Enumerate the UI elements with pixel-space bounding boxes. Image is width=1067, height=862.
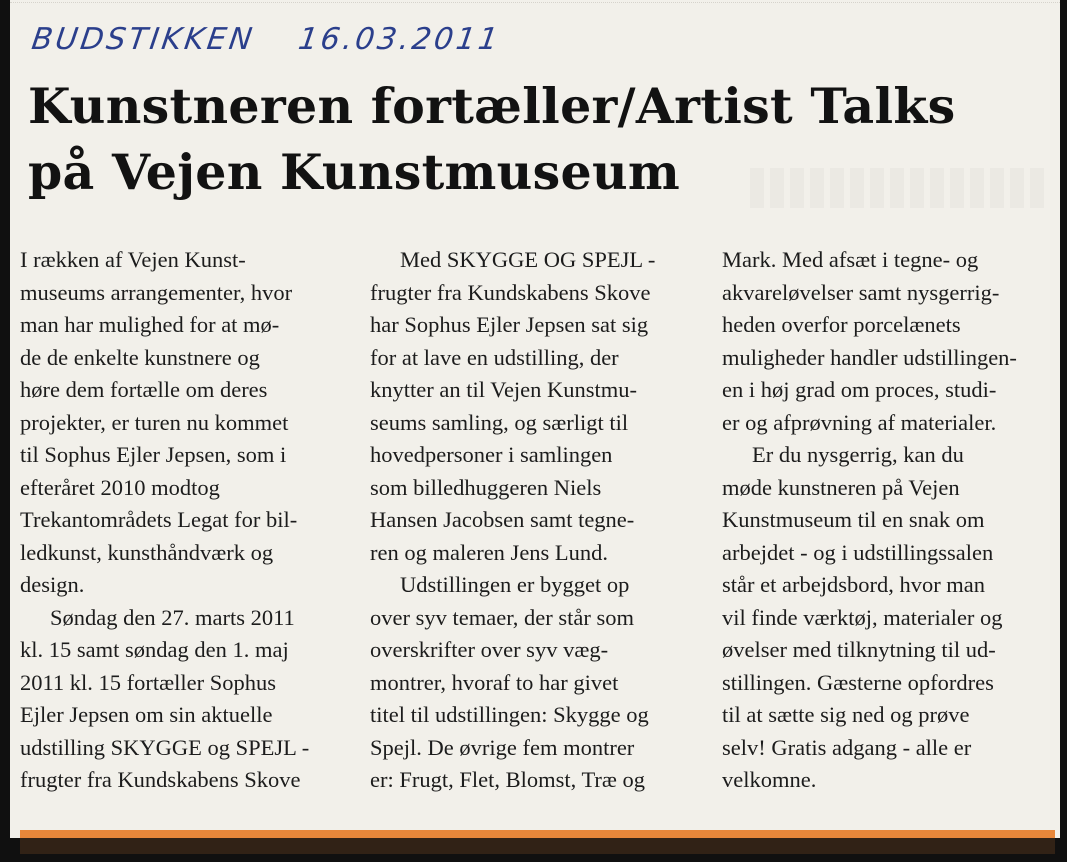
text-line: til at sætte sig ned og prøve	[722, 702, 970, 727]
text-line: ledkunst, kunsthåndværk og	[20, 539, 274, 565]
text-line: frugter fra Kundskabens Skove	[370, 279, 651, 305]
text-line: man har mulighed for at mø-	[20, 312, 280, 337]
text-line: Er du nysgerrig, kan du	[752, 442, 964, 467]
text-line: hovedpersoner i samlingen	[370, 442, 613, 467]
text-line: som billedhuggeren Niels	[370, 474, 602, 500]
text-line: muligheder handler udstillingen-	[722, 344, 1017, 370]
text-line: har Sophus Ejler Jepsen sat sig	[370, 312, 649, 337]
headline-line-1: Kunstneren fortæller/Artist Talks	[28, 77, 956, 135]
text-line: stillingen. Gæsterne opfordres	[722, 669, 994, 695]
text-line: frugter fra Kundskabens Skove	[20, 767, 301, 792]
text-line: Spejl. De øvrige fem montrer	[370, 734, 635, 760]
text-line: efteråret 2010 modtog	[20, 474, 220, 500]
text-line: knytter an til Vejen Kunstmu-	[370, 377, 638, 402]
article-column-3	[722, 244, 1052, 797]
text-line: overskrifter over syv væg-	[370, 637, 609, 662]
text-line: velkomne.	[722, 767, 817, 792]
text-line: høre dem fortælle om deres	[20, 377, 268, 402]
text-line: selv! Gratis adgang - alle er	[722, 734, 972, 760]
text-line: vil finde værktøj, materialer og	[722, 604, 1003, 630]
text-line: øvelser med tilknytning til ud-	[722, 637, 996, 662]
orange-banner-strip	[20, 830, 1055, 854]
text-line: arbejdet - og i udstillingssalen	[722, 539, 994, 565]
article-column-1	[20, 244, 350, 797]
text-line: Kunstmuseum til en snak om	[722, 507, 985, 532]
article-column-2	[370, 244, 700, 797]
headline-line-2: på Vejen Kunstmuseum	[28, 143, 681, 201]
text-line: design.	[20, 572, 85, 597]
clipping-date: 16.03.2011	[296, 22, 503, 57]
text-line: til Sophus Ejler Jepsen, som i	[20, 442, 287, 467]
handwritten-annotation	[30, 22, 547, 57]
bleed-through-line	[10, 2, 1060, 13]
source-name: BUDSTIKKEN	[29, 22, 258, 57]
text-line: ren og maleren Jens Lund.	[370, 539, 609, 565]
text-line: Hansen Jacobsen samt tegne-	[370, 507, 635, 532]
headline	[28, 73, 1058, 205]
scan-cut-edge	[20, 838, 1055, 854]
text-line: akvareløvelser samt nysgerrig-	[722, 279, 1000, 305]
text-line: de de enkelte kunstnere og	[20, 344, 260, 370]
text-line: en i høj grad om proces, studi-	[722, 377, 997, 402]
text-line: Udstillingen er bygget op	[400, 572, 630, 597]
text-line: montrer, hvoraf to har givet	[370, 669, 619, 695]
text-line: I rækken af Vejen Kunst-	[20, 247, 246, 272]
text-line: står et arbejdsbord, hvor man	[722, 572, 986, 597]
text-line: kl. 15 samt søndag den 1. maj	[20, 637, 289, 662]
text-line: Mark. Med afsæt i tegne- og	[722, 247, 979, 272]
text-line: Søndag den 27. marts 2011	[50, 604, 295, 630]
text-line: for at lave en udstilling, der	[370, 344, 619, 370]
text-line: udstilling SKYGGE og SPEJL -	[20, 734, 310, 760]
text-line: seums samling, og særligt til	[370, 409, 629, 435]
text-line: er og afprøvning af materialer.	[722, 409, 997, 435]
text-line: heden overfor porcelænets	[722, 312, 961, 337]
text-line: Trekantområdets Legat for bil-	[20, 507, 298, 532]
text-line: titel til udstillingen: Skygge og	[370, 702, 649, 727]
text-line: er: Frugt, Flet, Blomst, Træ og	[370, 767, 646, 792]
text-line: 2011 kl. 15 fortæller Sophus	[20, 669, 277, 695]
text-line: Med SKYGGE OG SPEJL -	[400, 247, 656, 272]
text-line: møde kunstneren på Vejen	[722, 474, 960, 500]
text-line: projekter, er turen nu kommet	[20, 409, 289, 435]
text-line: Ejler Jepsen om sin aktuelle	[20, 702, 273, 727]
text-line: museums arrangementer, hvor	[20, 279, 293, 305]
text-line: over syv temaer, der står som	[370, 604, 635, 630]
